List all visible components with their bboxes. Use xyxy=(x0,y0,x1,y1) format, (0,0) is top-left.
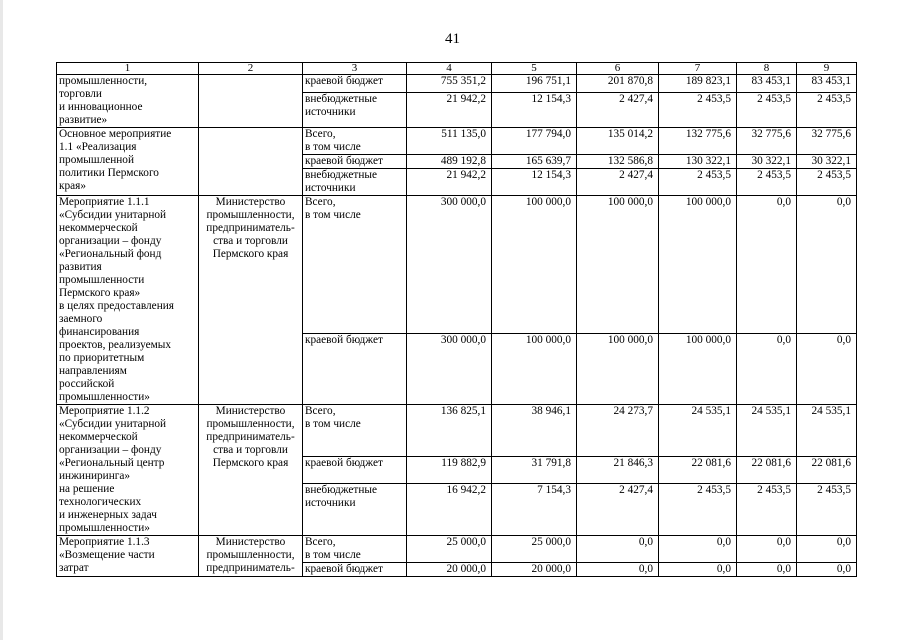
amount-cell: 132 775,6 xyxy=(659,128,737,155)
column-number-row xyxy=(57,63,857,75)
amount-cell: 22 081,6 xyxy=(797,457,857,484)
amount-cell: 2 453,5 xyxy=(659,169,737,196)
amount-cell: 300 000,0 xyxy=(407,333,492,404)
activity-name-cell: Мероприятие 1.1.3 «Возмещение части затрат xyxy=(57,536,199,577)
amount-cell: 0,0 xyxy=(797,563,857,577)
amount-cell: 30 322,1 xyxy=(797,155,857,169)
amount-cell: 2 453,5 xyxy=(797,169,857,196)
amount-cell: 22 081,6 xyxy=(737,457,797,484)
table-row xyxy=(57,405,857,457)
amount-cell: 196 751,1 xyxy=(492,75,577,93)
amount-cell: 20 000,0 xyxy=(492,563,577,577)
amount-cell: 12 154,3 xyxy=(492,93,577,128)
amount-cell: 0,0 xyxy=(577,563,659,577)
page-number: 41 xyxy=(445,31,460,47)
funding-source-cell: краевой бюджет xyxy=(303,457,407,484)
amount-cell: 100 000,0 xyxy=(492,333,577,404)
executor-cell: Министерство промышленности, предприниматель- ства и торговли Пермского края xyxy=(199,196,303,405)
amount-cell: 2 427,4 xyxy=(577,169,659,196)
executor-cell xyxy=(199,75,303,128)
column-number: 4 xyxy=(407,63,492,75)
amount-cell: 2 453,5 xyxy=(737,169,797,196)
table-row xyxy=(57,75,857,93)
column-number: 9 xyxy=(797,63,857,75)
amount-cell: 7 154,3 xyxy=(492,483,577,535)
funding-source-cell: Всего, в том числе xyxy=(303,196,407,334)
activity-name-cell: Мероприятие 1.1.1 «Субсидии унитарной некоммерческой организации – фонду «Региональный фонд развития промышленности Пермского края» в целях предоставления заемного финансирования проектов, реализуемых по приоритетным направлениям российской промышленности» xyxy=(57,196,199,405)
executor-cell xyxy=(199,128,303,196)
amount-cell: 511 135,0 xyxy=(407,128,492,155)
amount-cell: 0,0 xyxy=(797,196,857,334)
funding-source-cell: краевой бюджет xyxy=(303,333,407,404)
column-number: 3 xyxy=(303,63,407,75)
amount-cell: 25 000,0 xyxy=(492,536,577,563)
amount-cell: 20 000,0 xyxy=(407,563,492,577)
funding-source-cell: внебюджетные источники xyxy=(303,483,407,535)
funding-source-cell: Всего, в том числе xyxy=(303,128,407,155)
amount-cell: 0,0 xyxy=(737,196,797,334)
amount-cell: 100 000,0 xyxy=(659,196,737,334)
amount-cell: 135 014,2 xyxy=(577,128,659,155)
amount-cell: 30 322,1 xyxy=(737,155,797,169)
amount-cell: 24 535,1 xyxy=(659,405,737,457)
activity-name-cell: Основное мероприятие 1.1 «Реализация промышленной политики Пермского края» xyxy=(57,128,199,196)
executor-cell: Министерство промышленности, предприниматель- ства и торговли Пермского края xyxy=(199,405,303,536)
amount-cell: 2 453,5 xyxy=(659,93,737,128)
amount-cell: 2 453,5 xyxy=(797,483,857,535)
amount-cell: 24 535,1 xyxy=(797,405,857,457)
amount-cell: 25 000,0 xyxy=(407,536,492,563)
amount-cell: 100 000,0 xyxy=(492,196,577,334)
funding-source-cell: внебюджетные источники xyxy=(303,93,407,128)
column-number: 1 xyxy=(57,63,199,75)
amount-cell: 83 453,1 xyxy=(737,75,797,93)
column-number: 5 xyxy=(492,63,577,75)
funding-source-cell: краевой бюджет xyxy=(303,563,407,577)
amount-cell: 2 453,5 xyxy=(659,483,737,535)
amount-cell: 0,0 xyxy=(659,563,737,577)
amount-cell: 2 427,4 xyxy=(577,93,659,128)
amount-cell: 100 000,0 xyxy=(659,333,737,404)
amount-cell: 489 192,8 xyxy=(407,155,492,169)
amount-cell: 24 273,7 xyxy=(577,405,659,457)
amount-cell: 21 942,2 xyxy=(407,93,492,128)
amount-cell: 24 535,1 xyxy=(737,405,797,457)
amount-cell: 201 870,8 xyxy=(577,75,659,93)
amount-cell: 189 823,1 xyxy=(659,75,737,93)
budget-table xyxy=(56,62,857,577)
amount-cell: 31 791,8 xyxy=(492,457,577,484)
amount-cell: 2 453,5 xyxy=(737,483,797,535)
column-number: 6 xyxy=(577,63,659,75)
executor-cell: Министерство промышленности, предприниматель- xyxy=(199,536,303,577)
amount-cell: 0,0 xyxy=(797,333,857,404)
activity-name-cell: Мероприятие 1.1.2 «Субсидии унитарной некоммерческой организации – фонду «Региональный центр инжиниринга» на решение технологических и инженерных задач промышленности» xyxy=(57,405,199,536)
amount-cell: 300 000,0 xyxy=(407,196,492,334)
column-number: 2 xyxy=(199,63,303,75)
table-row xyxy=(57,536,857,563)
column-number: 7 xyxy=(659,63,737,75)
amount-cell: 32 775,6 xyxy=(797,128,857,155)
amount-cell: 21 846,3 xyxy=(577,457,659,484)
funding-source-cell: внебюджетные источники xyxy=(303,169,407,196)
scan-edge xyxy=(0,0,3,640)
amount-cell: 119 882,9 xyxy=(407,457,492,484)
amount-cell: 0,0 xyxy=(737,536,797,563)
amount-cell: 2 453,5 xyxy=(797,93,857,128)
table-row xyxy=(57,128,857,155)
table-row xyxy=(57,196,857,334)
amount-cell: 0,0 xyxy=(797,536,857,563)
amount-cell: 2 453,5 xyxy=(737,93,797,128)
funding-source-cell: краевой бюджет xyxy=(303,75,407,93)
funding-source-cell: Всего, в том числе xyxy=(303,536,407,563)
amount-cell: 755 351,2 xyxy=(407,75,492,93)
funding-source-cell: Всего, в том числе xyxy=(303,405,407,457)
amount-cell: 136 825,1 xyxy=(407,405,492,457)
amount-cell: 130 322,1 xyxy=(659,155,737,169)
activity-name-cell: промышленности, торговли и инновационное развитие» xyxy=(57,75,199,128)
amount-cell: 0,0 xyxy=(737,333,797,404)
amount-cell: 32 775,6 xyxy=(737,128,797,155)
amount-cell: 100 000,0 xyxy=(577,196,659,334)
amount-cell: 2 427,4 xyxy=(577,483,659,535)
amount-cell: 100 000,0 xyxy=(577,333,659,404)
funding-source-cell: краевой бюджет xyxy=(303,155,407,169)
amount-cell: 21 942,2 xyxy=(407,169,492,196)
amount-cell: 177 794,0 xyxy=(492,128,577,155)
amount-cell: 0,0 xyxy=(577,536,659,563)
amount-cell: 16 942,2 xyxy=(407,483,492,535)
amount-cell: 22 081,6 xyxy=(659,457,737,484)
amount-cell: 0,0 xyxy=(659,536,737,563)
amount-cell: 0,0 xyxy=(737,563,797,577)
amount-cell: 12 154,3 xyxy=(492,169,577,196)
column-number: 8 xyxy=(737,63,797,75)
amount-cell: 165 639,7 xyxy=(492,155,577,169)
amount-cell: 83 453,1 xyxy=(797,75,857,93)
amount-cell: 38 946,1 xyxy=(492,405,577,457)
amount-cell: 132 586,8 xyxy=(577,155,659,169)
